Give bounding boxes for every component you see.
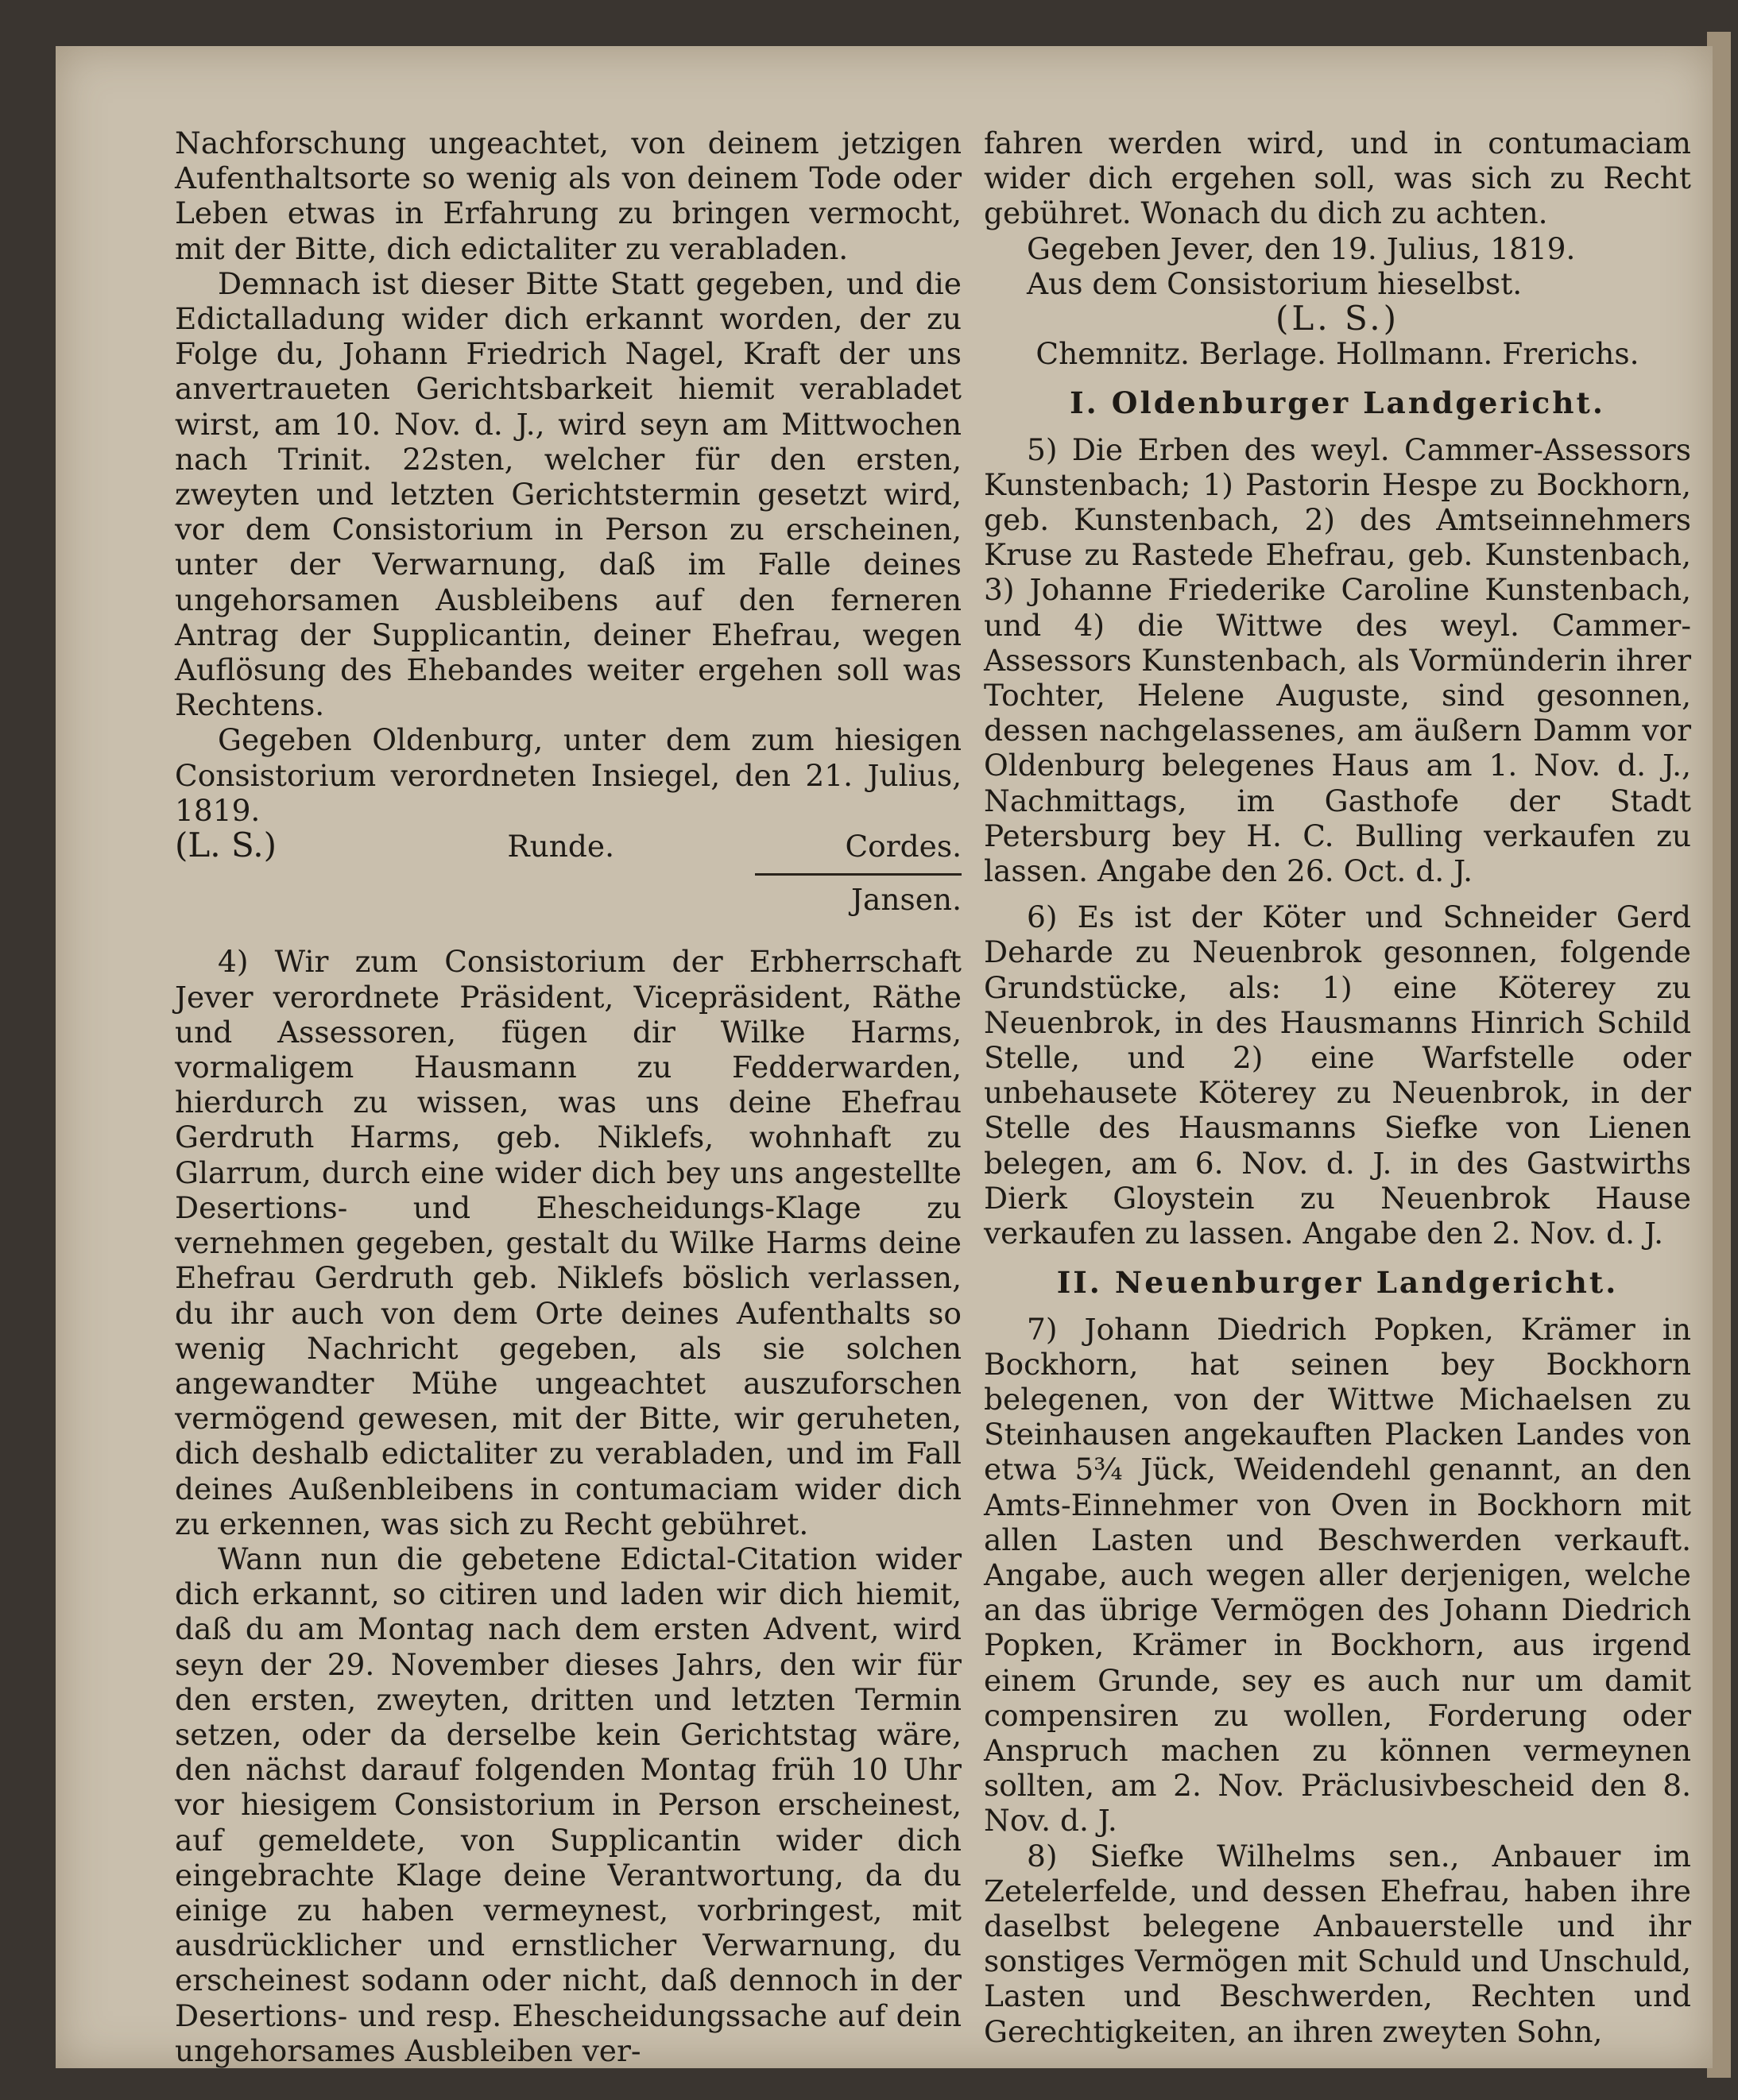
right-column [984, 126, 1691, 2049]
paragraph-4: 4) Wir zum Consistorium der Erbherrschaft Jever verordnete Präsident, Vicepräsident, Räthe und Assessoren, fügen dir Wilke Harms, vormaligem Hausmann zu Fedderwarden, hierdurch zu wissen, was uns deine Ehefrau Gerdruth Harms, geb. Niklefs, wohnhaft zu Glarrum, durch eine wider dich bey uns angestellte Desertions- und Ehescheidungs-Klage zu vernehmen gegeben, gestalt du Wilke Harms deine Ehefrau Gerdruth geb. Niklefs böslich verlassen, du ihr auch von dem Orte deines Aufenthalts so wenig Nachricht gegeben, als sie solchen angewandter Mühe ungeachtet auszuforschen vermögend gewesen, mit der Bitte, wir geruheten, dich deshalb edictaliter zu verabladen, und im Fall deines Außenbleibens in contumaciam wider dich zu erkennen, was sich zu Recht gebühret. [175, 944, 962, 1541]
paragraph-7: 7) Johann Diedrich Popken, Krämer in Bockhorn, hat seinen bey Bockhorn belegenen, von der Wittwe Michaelsen zu Steinhausen angekauften Placken Landes von etwa 5¾ Jück, Weidendehl genannt, an den Amts-Einnehmer von Oven in Bockhorn mit allen Lasten und Beschwerden verkauft. Angabe, auch wegen aller derjenigen, welche an das übrige Vermögen des Johann Diedrich Popken, Krämer in Bockhorn, aus irgend einem Grunde, sey es auch nur um damit compensiren zu wollen, Forderung oder Anspruch machen zu können vermeynen sollten, am 2. Nov. Präclusivbescheid den 8. Nov. d. J. [984, 1311, 1691, 1839]
seal-mark: (L. S.) [175, 826, 277, 865]
signature-cordes: Cordes. [845, 829, 962, 864]
heading-neuenburger-landgericht: II. Neuenburger Landgericht. [1056, 1265, 1619, 1301]
seal-mark-right: (L. S.) [1275, 299, 1399, 338]
paragraph-aus-consistorium: Aus dem Consistorium hieselbst. [1027, 265, 1523, 301]
heading-oldenburger-landgericht: I. Oldenburger Landgericht. [1070, 385, 1605, 421]
paragraph-continuation: fahren werden wird, und in contumaciam wider dich ergehen soll, was sich zu Recht gebühret. Wonach du dich zu achten. [984, 126, 1691, 231]
paragraph-6: 6) Es ist der Köter und Schneider Gerd Deharde zu Neuenbrok gesonnen, folgende Grundstücke, als: 1) eine Köterey zu Neuenbrok, in des Hausmanns Hinrich Schild Stelle, und 2) eine Warfstelle oder unbehausete Köterey zu Neuenbrok, in der Stelle des Hausmanns Siefke von Lienen belegen, am 6. Nov. d. J. in des Gastwirths Dierk Gloystein zu Neuenbrok Hause verkaufen zu lassen. Angabe den 2. Nov. d. J. [984, 899, 1691, 1251]
signature-jansen: Jansen. [850, 882, 962, 918]
paragraph-gegeben-jever: Gegeben Jever, den 19. Julius, 1819. [1027, 230, 1576, 266]
divider-rule [755, 873, 962, 876]
paragraph-8: 8) Siefke Wilhelms sen., Anbauer im Zetelerfelde, und dessen Ehefrau, haben ihre daselbst belegene Anbauerstelle und ihr sonstiges Vermögen mit Schuld und Unschuld, Lasten und Beschwerden, Rechten und Gerechtigkeiten, an ihren zweyten Sohn, [984, 1838, 1691, 2049]
signers-list: Chemnitz. Berlage. Hollmann. Frerichs. [1035, 336, 1639, 372]
paragraph-wann: Wann nun die gebetene Edictal-Citation wider dich erkannt, so citiren und laden wir dich hiemit, daß du am Montag nach dem ersten Advent, wird seyn der 29. November dieses Jahrs, den wir für den ersten, zweyten, dritten und letzten Termin setzen, oder da derselbe kein Gerichtstag wäre, den nächst darauf folgenden Montag früh 10 Uhr vor hiesigem Consistorium in Person erscheinest, auf gemeldete, von Supplicantin wider dich eingebrachte Klage deine Verantwortung, da du einige zu haben vermeynest, vorbringest, mit ausdrücklicher und ernstlicher Verwarnung, du erscheinest sodann oder nicht, daß dennoch in der Desertions- und resp. Ehescheidungssache auf dein ungehorsames Ausbleiben ver- [175, 1541, 962, 2068]
paragraph-demnach: Demnach ist dieser Bitte Statt gegeben, und die Edictalladung wider dich erkannt worden, der zu Folge du, Johann Friedrich Nagel, Kraft der uns anvertraueten Gerichtsbarkeit hiemit verabladet wirst, am 10. Nov. d. J., wird seyn am Mittwochen nach Trinit. 22sten, welcher für den ersten, zweyten und letzten Gerichtstermin gesetzt wird, vor dem Consistorium in Person zu erscheinen, unter der Verwarnung, daß im Falle deines ungehorsamen Ausbleibens auf den ferneren Antrag der Supplicantin, deiner Ehefrau, wegen Auflösung des Ehebandes weiter ergehen soll was Rechtens. [175, 265, 962, 723]
paragraph-5: 5) Die Erben des weyl. Cammer-Assessors Kunstenbach; 1) Pastorin Hespe zu Bockhorn, geb. Kunstenbach, 2) des Amtseinnehmers Kruse zu Rastede Ehefrau, geb. Kunstenbach, 3) Johanne Friederike Caroline Kunstenbach, und 4) die Wittwe des weyl. Cammer-Assessors Kunstenbach, als Vormünderin ihrer Tochter, Helene Auguste, sind gesonnen, dessen nachgelassenes, am äußern Damm vor Oldenburg belegenes Haus am 1. Nov. d. J., Nachmittags, im Gasthofe der Stadt Petersburg bey H. C. Bulling verkaufen zu lassen. Angabe den 26. Oct. d. J. [984, 431, 1691, 889]
paragraph-gegeben-oldenburg: Gegeben Oldenburg, unter dem zum hiesigen Consistorium verordneten Insiegel, den 21. Julius, 1819. [175, 722, 962, 828]
signature-row [175, 828, 962, 864]
paragraph-intro: Nachforschung ungeachtet, von deinem jetzigen Aufenthaltsorte so wenig als von deinem Tode oder Leben etwas in Erfahrung zu bringen vermocht, mit der Bitte, dich edictaliter zu verabladen. [175, 126, 962, 266]
document-page [56, 46, 1713, 2068]
signature-runde: Runde. [507, 829, 615, 864]
left-column [175, 126, 962, 2068]
